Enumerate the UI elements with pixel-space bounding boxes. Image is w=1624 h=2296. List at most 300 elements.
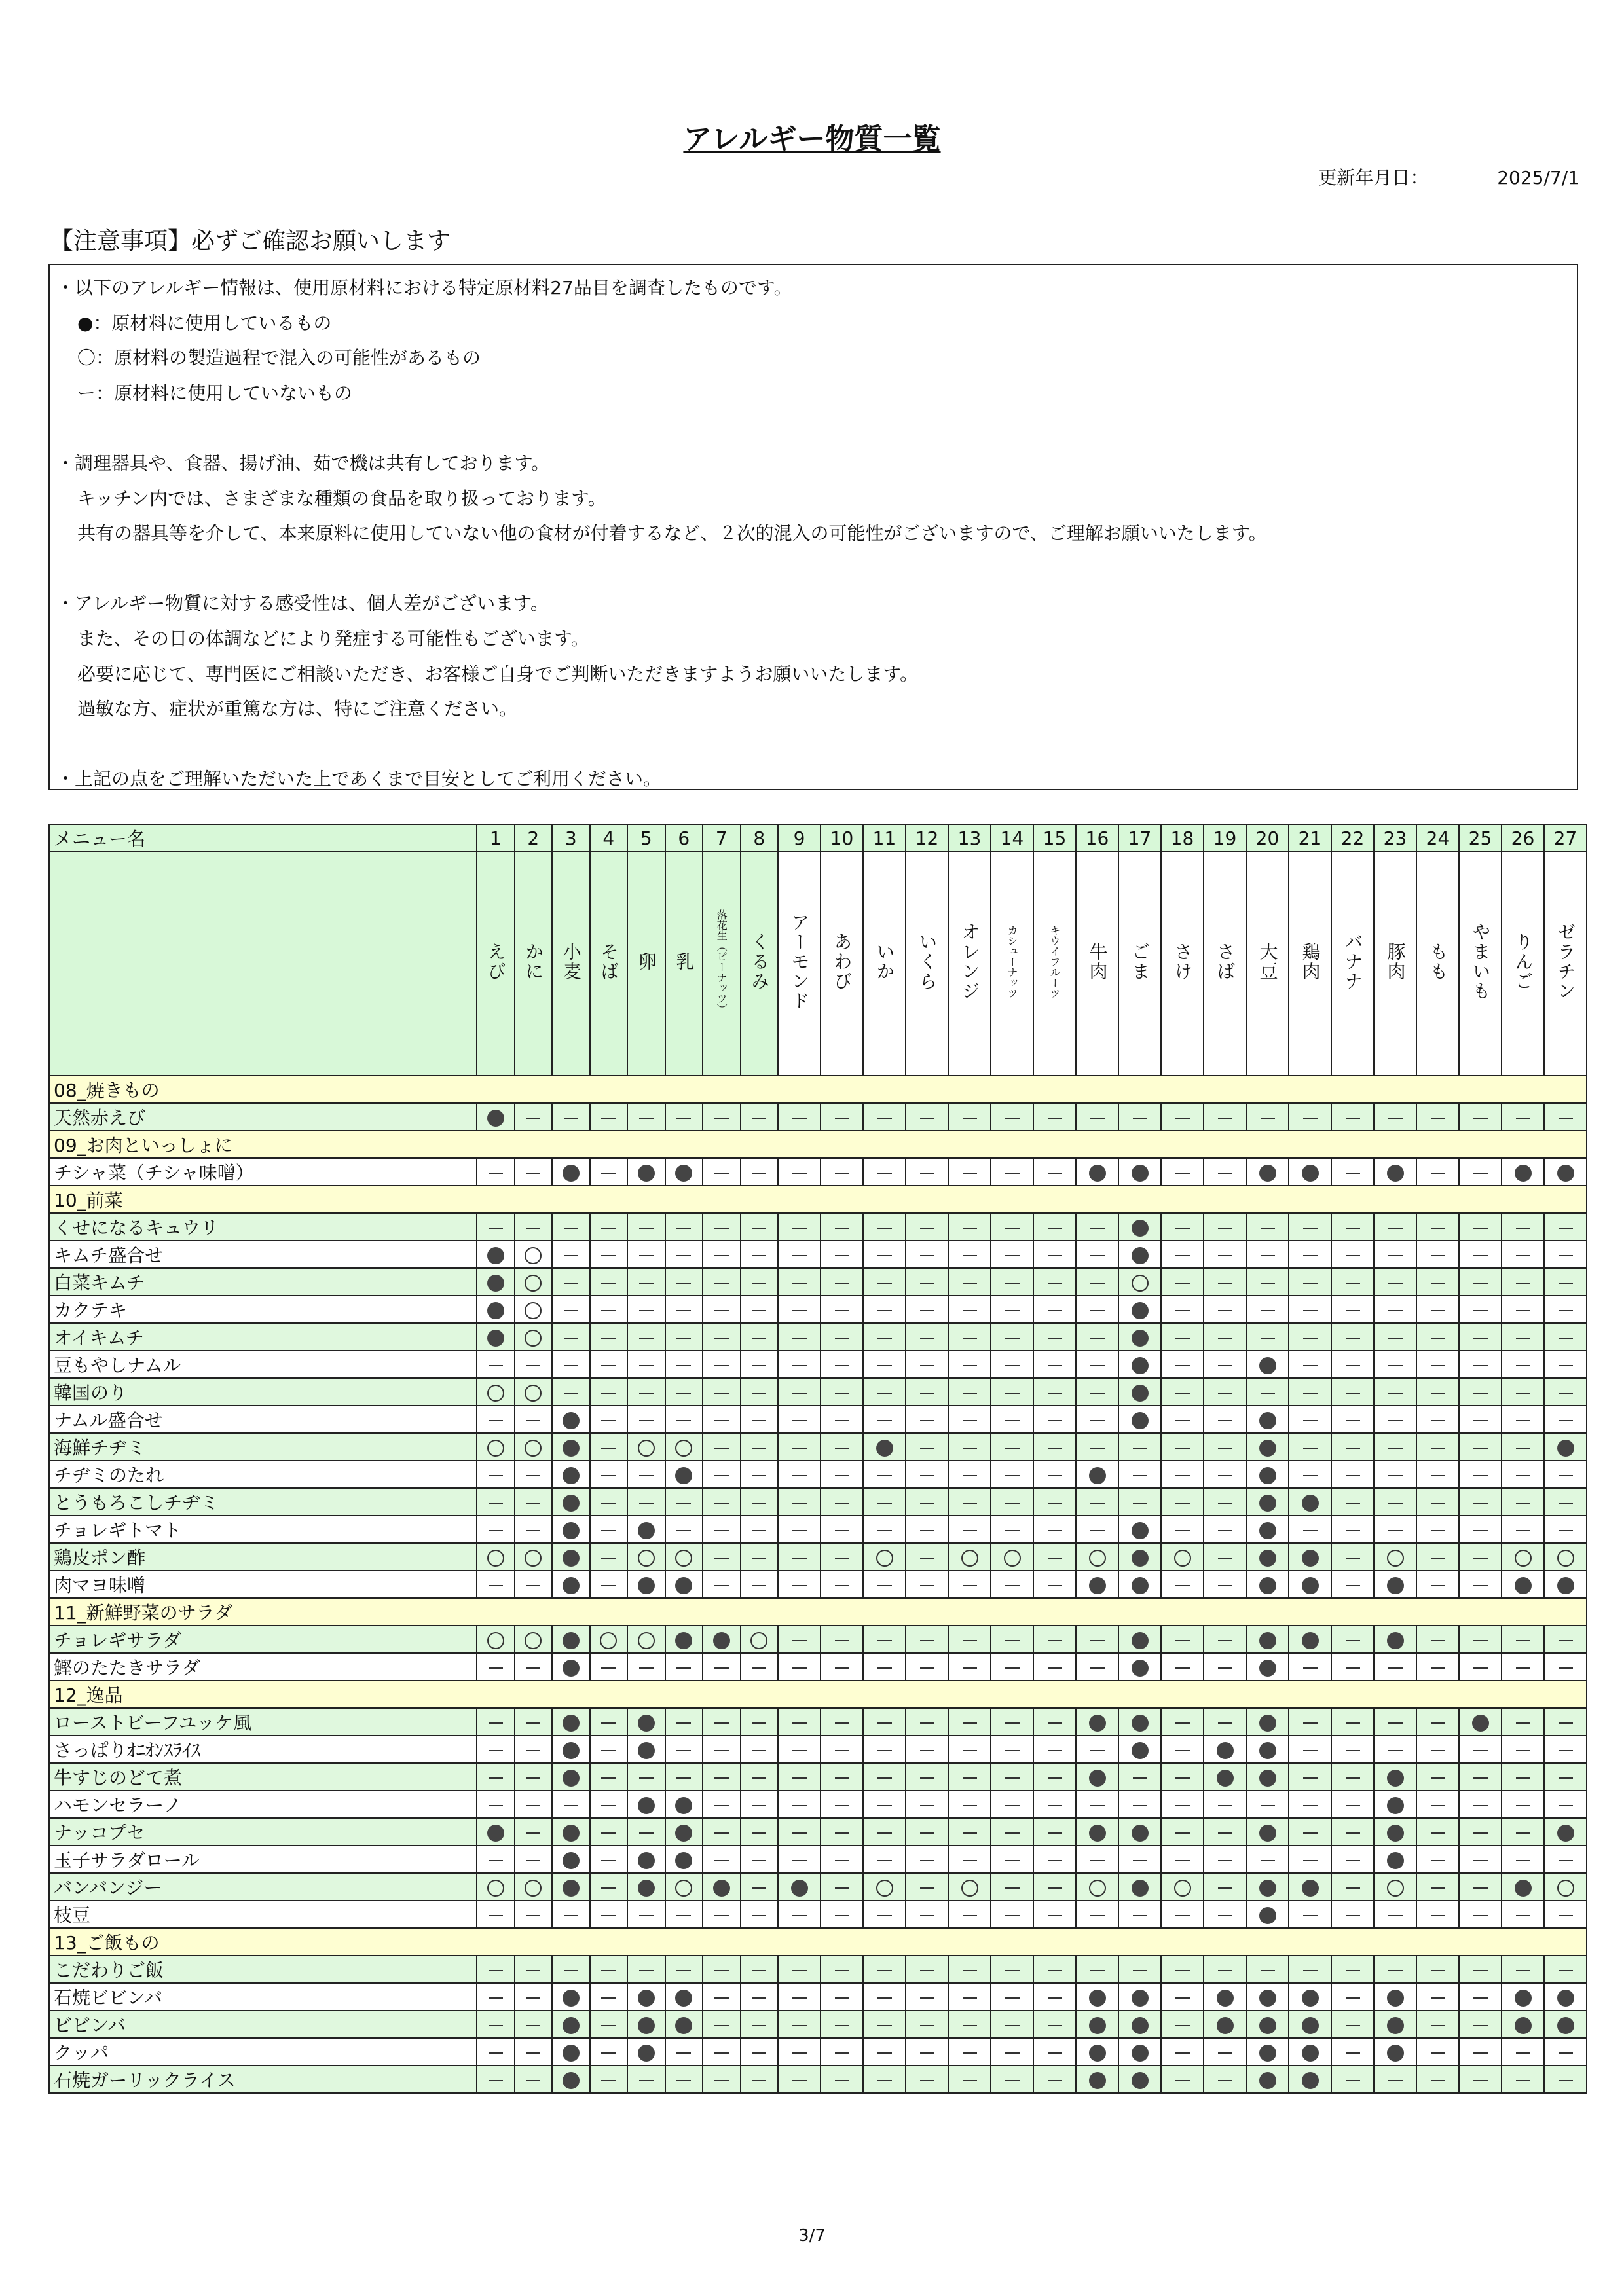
allergen-cell [741,1296,779,1323]
allergen-cell [1374,1433,1416,1461]
allergen-cell [863,1323,906,1351]
allergen-cell [948,2066,991,2093]
none-mark [714,1420,729,1421]
allergen-cell [1459,1406,1502,1433]
allergen-cell [821,1983,863,2011]
allergen-cell [1374,1488,1416,1516]
none-mark [714,1667,729,1669]
allergen-cell [627,1736,665,1763]
allergen-cell [1289,1708,1331,1736]
none-mark [1005,1365,1020,1366]
menu-name: カクテキ [49,1296,477,1323]
none-mark [1048,1970,1062,1971]
allergen-cell [552,1763,590,1791]
table-row [49,1736,1587,1763]
allergen-cell [1331,1708,1374,1736]
table-row [49,1626,1587,1653]
contains-mark [638,1852,655,1869]
allergen-cell [1118,2038,1161,2066]
possible-mark [1132,1275,1149,1292]
possible-mark [1515,1550,1532,1567]
allergen-cell [1331,1543,1374,1571]
contains-mark [487,1275,504,1292]
allergen-cell [1076,1571,1118,1598]
none-mark [792,1393,807,1394]
allergen-cell [948,1901,991,1928]
allergen-cell [1033,1708,1076,1736]
allergen-cell [552,1378,590,1406]
allergen-cell [1331,1241,1374,1268]
allergen-label: アーモンド [788,912,811,1011]
allergen-cell [863,1763,906,1791]
allergen-cell [1289,1873,1331,1901]
allergen-cell [1289,1818,1331,1846]
allergen-cell [778,1241,821,1268]
none-mark [1559,1118,1573,1119]
allergen-cell [703,1158,741,1186]
allergen-cell [1544,1763,1587,1791]
none-mark [1175,1283,1190,1284]
allergen-cell [1246,1323,1289,1351]
allergen-cell [821,1901,863,1928]
none-mark [835,1530,849,1531]
none-mark [1261,1970,1275,1971]
allergen-cell [1459,1543,1502,1571]
allergen-cell [1161,2011,1204,2038]
notice-line: ー：原材料に使用していないもの [77,382,353,404]
none-mark [1005,2052,1020,2054]
none-mark [1516,1448,1530,1449]
none-mark [1218,1283,1232,1284]
none-mark [714,1338,729,1339]
allergen-cell [948,1323,991,1351]
none-mark [1175,1722,1190,1724]
none-mark [1175,2080,1190,2081]
none-mark [1516,1475,1530,1476]
allergen-cell [515,1543,553,1571]
allergen-cell [741,2038,779,2066]
allergen-cell [1374,1571,1416,1598]
allergen-cell [1502,1323,1544,1351]
allergen-cell [1502,1241,1544,1268]
allergen-cell [552,1873,590,1901]
none-mark [601,1420,616,1421]
none-mark [676,1310,691,1311]
none-mark [752,1448,766,1449]
menu-name: 海鮮チヂミ [49,1433,477,1461]
allergen-cell [552,1901,590,1928]
allergen-cell [1118,1708,1161,1736]
allergen-cell [821,1543,863,1571]
allergen-cell [1161,1846,1204,1873]
allergen-cell [1459,1846,1502,1873]
none-mark [1175,1118,1190,1119]
allergen-cell [590,1571,628,1598]
allergen-cell [552,1791,590,1818]
contains-mark [1259,1467,1276,1484]
allergen-cell [1076,1516,1118,1543]
none-mark [639,1283,654,1284]
none-mark [835,1722,849,1724]
none-mark [1218,1173,1232,1174]
allergen-cell [515,1653,553,1681]
possible-mark [1557,1550,1574,1567]
none-mark [601,1530,616,1531]
allergen-cell [948,1241,991,1268]
none-mark [792,1338,807,1339]
allergen-cell [703,1653,741,1681]
none-mark [877,1420,892,1421]
allergen-cell [1076,1323,1118,1351]
allergen-cell [778,1956,821,1983]
allergen-cell [1289,1543,1331,1571]
none-mark [792,1310,807,1311]
allergen-cell [665,1296,703,1323]
none-mark [1005,2025,1020,2026]
allergen-cell [906,1543,948,1571]
allergen-cell [1118,2011,1161,2038]
contains-mark [1259,1825,1276,1842]
allergen-cell [821,1626,863,1653]
page-indicator: 3/7 [798,2226,826,2246]
allergen-number: 21 [1289,824,1331,852]
contains-mark [1089,2017,1106,2034]
allergen-cell [1204,1158,1246,1186]
allergen-cell [1544,1433,1587,1461]
notice-line [56,551,1570,587]
allergen-cell [1246,1296,1289,1323]
allergen-cell [1033,1158,1076,1186]
none-mark [1218,1530,1232,1531]
allergen-cell [906,1846,948,1873]
allergen-cell [1502,2038,1544,2066]
allergen-cell [590,1873,628,1901]
contains-mark [1132,1330,1149,1347]
allergen-cell [1374,1461,1416,1488]
none-mark [1431,1997,1445,1999]
none-mark [752,1228,766,1229]
menu-name: 韓国のり [49,1378,477,1406]
allergen-cell [515,2066,553,2093]
allergen-cell [1331,1461,1374,1488]
allergen-cell [948,1736,991,1763]
none-mark [1048,1393,1062,1394]
none-mark [1090,1448,1105,1449]
allergen-cell [1459,2066,1502,2093]
none-mark [1473,1750,1488,1751]
none-mark [963,1530,977,1531]
allergen-cell [515,1378,553,1406]
allergen-cell [590,1653,628,1681]
allergen-name [1331,852,1374,1076]
allergen-cell [1374,1983,1416,2011]
none-mark [1133,1915,1147,1916]
allergen-cell [1502,1516,1544,1543]
allergen-cell [1118,1571,1161,1598]
none-mark [1090,1667,1105,1669]
allergen-cell [665,2066,703,2093]
allergen-cell [665,1736,703,1763]
none-mark [1473,2052,1488,2054]
allergen-cell [1459,1516,1502,1543]
none-mark [1261,1338,1275,1339]
none-mark [1261,1255,1275,1256]
none-mark [676,1228,691,1229]
allergen-cell [863,1708,906,1736]
none-mark [1346,1750,1360,1751]
allergen-cell [703,2066,741,2093]
allergen-cell [1331,1818,1374,1846]
none-mark [1473,1118,1488,1119]
none-mark [920,1585,934,1586]
none-mark [1218,2052,1232,2054]
allergen-cell [552,1846,590,1873]
none-mark [1388,1475,1403,1476]
contains-mark [1302,1880,1319,1897]
allergen-cell [906,1626,948,1653]
none-mark [1473,1558,1488,1559]
allergen-cell [1544,1736,1587,1763]
allergen-cell [1118,1956,1161,1983]
none-mark [1175,1832,1190,1834]
none-mark [1005,1283,1020,1284]
allergen-cell [1502,1351,1544,1378]
none-mark [676,1255,691,1256]
none-mark [1473,1832,1488,1834]
none-mark [792,2080,807,2081]
possible-mark [487,1385,504,1402]
contains-mark [1557,1165,1574,1182]
none-mark [639,2080,654,2081]
none-mark [1218,1585,1232,1586]
allergen-cell [627,1488,665,1516]
allergen-number: 13 [948,824,991,852]
none-mark [1261,1393,1275,1394]
none-mark [714,1777,729,1779]
allergen-cell [1033,1323,1076,1351]
allergen-cell [948,1956,991,1983]
allergen-number: 27 [1544,824,1587,852]
allergen-cell [477,1763,515,1791]
none-mark [1175,1503,1190,1504]
none-mark [792,1585,807,1586]
none-mark [601,2080,616,2081]
contains-mark [1217,2017,1234,2034]
allergen-cell [1118,1488,1161,1516]
allergen-cell [1502,1873,1544,1901]
none-mark [601,1915,616,1916]
none-mark [601,2052,616,2054]
allergen-cell [1161,1983,1204,2011]
allergen-name [1246,852,1289,1076]
none-mark [564,1338,578,1339]
none-mark [489,1750,503,1751]
allergen-cell [821,1708,863,1736]
table-row [49,1983,1587,2011]
none-mark [1048,1585,1062,1586]
none-mark [489,2025,503,2026]
allergen-cell [1204,1543,1246,1571]
none-mark [489,1667,503,1669]
none-mark [1473,1475,1488,1476]
allergen-cell [1374,1873,1416,1901]
allergen-cell [1161,1488,1204,1516]
menu-name: ナムル盛合せ [49,1406,477,1433]
none-mark [963,1448,977,1449]
none-mark [1473,2080,1488,2081]
allergen-cell [1502,1626,1544,1653]
allergen-cell [741,1378,779,1406]
contains-mark [563,1522,580,1539]
none-mark [526,1173,540,1174]
allergen-cell [1331,1406,1374,1433]
allergen-cell [1416,1736,1459,1763]
allergen-label: さけ [1172,941,1194,981]
none-mark [1346,1365,1360,1366]
allergen-cell [991,1736,1033,1763]
category-name: 09_お肉といっしょに [49,1131,1587,1158]
none-mark [1005,1338,1020,1339]
allergen-cell [741,1268,779,1296]
allergen-cell [627,1158,665,1186]
allergen-cell [1076,1488,1118,1516]
menu-name: ハモンセラーノ [49,1791,477,1818]
allergen-name [778,852,821,1076]
allergen-label: やまいも [1469,922,1492,1001]
allergen-name [1076,852,1118,1076]
allergen-cell [552,1406,590,1433]
allergen-cell [1161,1433,1204,1461]
allergen-cell [1033,1736,1076,1763]
none-mark [1090,1338,1105,1339]
allergen-cell [1289,1516,1331,1543]
allergen-cell [477,1461,515,1488]
allergen-cell [627,1378,665,1406]
allergen-cell [1204,1901,1246,1928]
none-mark [752,1860,766,1861]
allergen-number: 24 [1416,824,1459,852]
allergen-cell [627,1461,665,1488]
allergen-cell [1033,1791,1076,1818]
allergen-cell [1033,1351,1076,1378]
none-mark [1431,1530,1445,1531]
none-mark [920,1448,934,1449]
none-mark [1431,1255,1445,1256]
allergen-label: 小麦 [560,941,582,981]
allergen-cell [778,1653,821,1681]
contains-mark [1259,2072,1276,2089]
possible-mark [961,1880,978,1897]
allergen-cell [1502,1956,1544,1983]
none-mark [489,1228,503,1229]
table-row [49,1653,1587,1681]
allergen-cell [1416,1901,1459,1928]
contains-mark [1302,1495,1319,1512]
none-mark [1175,1585,1190,1586]
none-mark [1559,1365,1573,1366]
none-mark [1048,1310,1062,1311]
none-mark [1303,1420,1318,1421]
contains-mark [1259,1522,1276,1539]
allergen-cell [1204,2066,1246,2093]
allergen-cell [1076,1213,1118,1241]
none-mark [835,1420,849,1421]
possible-mark [487,1440,504,1457]
allergen-cell [590,1543,628,1571]
allergen-cell [515,1901,553,1928]
none-mark [1218,1255,1232,1256]
none-mark [1133,1777,1147,1779]
none-mark [526,2052,540,2054]
update-date-label: 更新年月日： [1318,167,1429,189]
none-mark [835,1777,849,1779]
none-mark [877,1173,892,1174]
allergen-cell [821,1763,863,1791]
allergen-cell [1246,1241,1289,1268]
menu-name: 牛すじのどて煮 [49,1763,477,1791]
allergen-cell [1076,1791,1118,1818]
none-mark [639,1420,654,1421]
allergen-cell [590,1433,628,1461]
allergen-cell [906,2038,948,2066]
contains-mark [1132,1412,1149,1429]
none-mark [714,1860,729,1861]
table-row [49,1763,1587,1791]
none-mark [963,1915,977,1916]
allergen-cell [1544,1708,1587,1736]
allergen-cell [1374,1543,1416,1571]
none-mark [920,1722,934,1724]
contains-mark [1217,1990,1234,2007]
none-mark [1346,1475,1360,1476]
allergen-cell [1459,1241,1502,1268]
none-mark [920,1283,934,1284]
allergen-cell [778,1351,821,1378]
contains-mark [563,1825,580,1842]
allergen-cell [627,1956,665,1983]
contains-mark [1387,1577,1404,1594]
allergen-cell [948,1708,991,1736]
allergen-cell [1076,1351,1118,1378]
none-mark [1048,1805,1062,1806]
none-mark [752,1118,766,1119]
none-mark [1048,1118,1062,1119]
none-mark [1303,1448,1318,1449]
allergen-cell [906,1351,948,1378]
allergen-label: りんご [1512,932,1534,991]
contains-mark [1387,1632,1404,1649]
allergen-cell [1502,1571,1544,1598]
allergen-cell [703,1736,741,1763]
allergen-cell [1161,1213,1204,1241]
allergen-cell [1502,1461,1544,1488]
allergen-cell [863,1213,906,1241]
contains-mark [1132,1550,1149,1567]
menu-name: ローストビーフユッケ風 [49,1708,477,1736]
possible-mark [487,1632,504,1649]
allergen-cell [1118,1241,1161,1268]
possible-mark [525,1440,542,1457]
none-mark [676,1393,691,1394]
contains-mark [1557,1825,1574,1842]
table-row [49,1461,1587,1488]
none-mark [920,1750,934,1751]
allergen-cell [863,1791,906,1818]
none-mark [1048,1915,1062,1916]
none-mark [963,2025,977,2026]
none-mark [1048,1173,1062,1174]
allergen-cell [906,1296,948,1323]
